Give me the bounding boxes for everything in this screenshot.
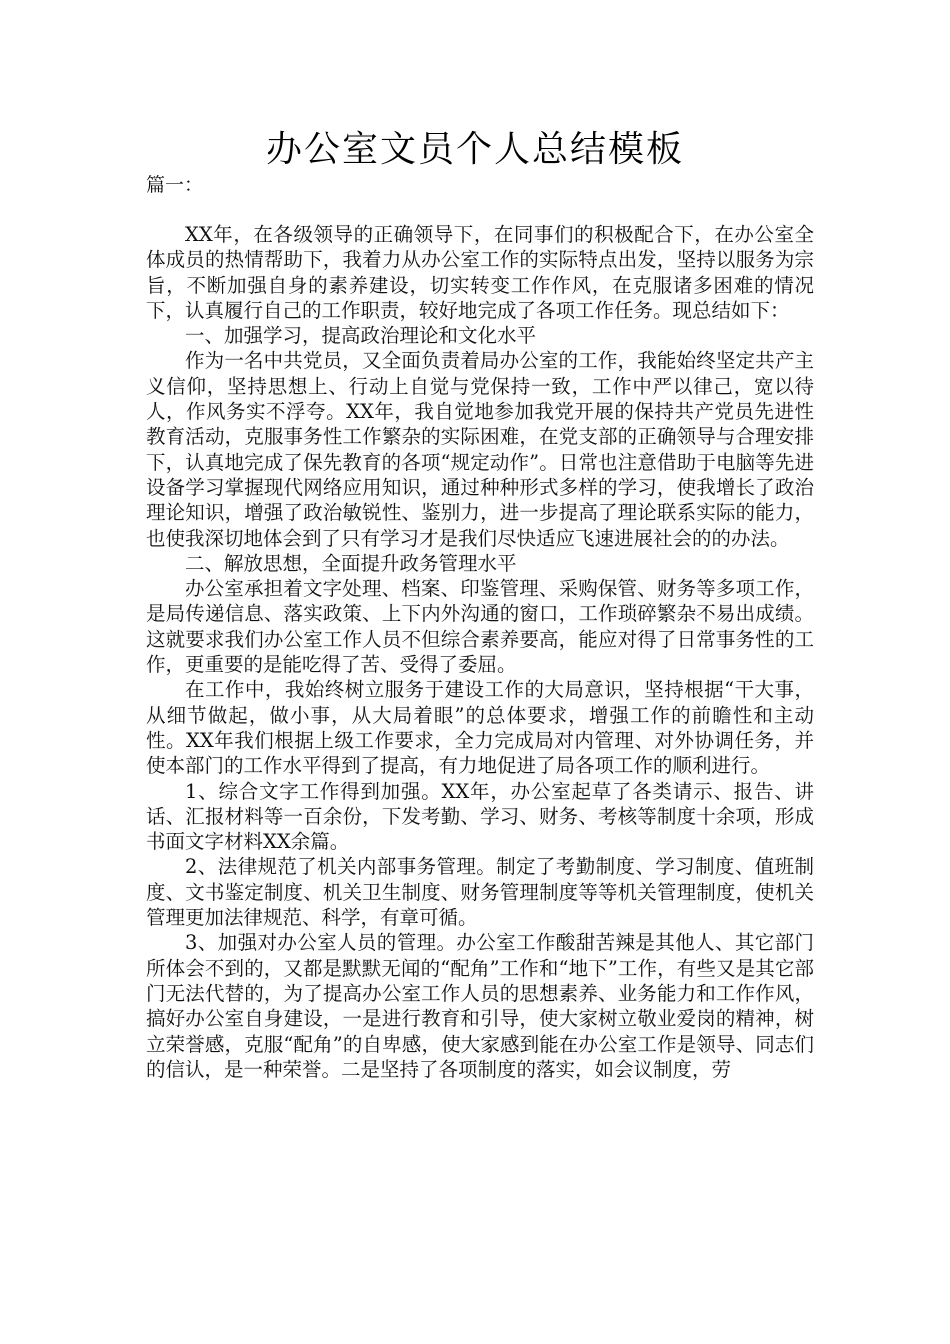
document-title: 办公室文员个人总结模板 — [265, 129, 684, 170]
paragraph-item-1: 1、综合文字工作得到加强。XX年，办公室起草了各类请示、报告、讲话、汇报材料等一百余份，下发考勤、学习、财务、考核等制度十余项，形成书面文字材料XX余篇。 — [146, 779, 814, 854]
section-label: 篇一： — [146, 174, 204, 196]
paragraph-intro: XX年，在各级领导的正确领导下，在同事们的积极配合下，在办公室全体成员的热情帮助下，我着力从办公室工作的实际特点出发，坚持以服务为宗旨，不断加强自身的素养建设，切实转变工作作风，在克服诸多困难的情况下，认真履行自己的工作职责，较好地完成了各项工作任务。现总结如下： — [146, 223, 814, 322]
heading-management: 二、解放思想，全面提升政务管理水平 — [185, 551, 517, 575]
heading-study: 一、加强学习，提高政治理论和文化水平 — [185, 324, 537, 348]
paragraph-office-duties: 办公室承担着文字处理、档案、印鉴管理、采购保管、财务等多项工作，是局传递信息、落实政策、上下内外沟通的窗口，工作琐碎繁杂不易出成绩。这就要求我们办公室工作人员不但综合素养要高，能应对得了日常事务性的工作，更重要的是能吃得了苦、受得了委屈。 — [146, 577, 814, 677]
paragraph-item-2: 2、法律规范了机关内部事务管理。制定了考勤制度、学习制度、值班制度、文书鉴定制度、机关卫生制度、财务管理制度等等机关管理制度，使机关管理更加法律规范、科学，有章可循。 — [146, 855, 814, 930]
paragraph-study: 作为一名中共党员，又全面负责着局办公室的工作，我能始终坚定共产主义信仰，坚持思想上、行动上自觉与党保持一致，工作中严以律己，宽以待人，作风务实不浮夸。XX年，我自觉地参加我党开展的保持共产党员先进性教育活动，克服事务性工作繁杂的实际困难，在党支部的正确领导与合理安排下，认真地完成了保先教育的各项“规定动作”。日常也注意借助于电脑等先进设备学习掌握现代网络应用知识，通过种种形式多样的学习，使我增长了政治理论知识，增强了政治敏锐性、鉴别力，进一步提高了理论联系实际的能力，也使我深切地体会到了只有学习才是我们尽快适应飞速进展社会的的办法。 — [146, 349, 814, 550]
paragraph-work-attitude: 在工作中，我始终树立服务于建设工作的大局意识，坚持根据“干大事，从细节做起，做小事，从大局着眼”的总体要求，增强工作的前瞻性和主动性。XX年我们根据上级工作要求，全力完成局对内管理、对外协调任务，并使本部门的工作水平得到了提高，有力地促进了局各项工作的顺利进行。 — [146, 678, 814, 778]
paragraph-item-3: 3、加强对办公室人员的管理。办公室工作酸甜苦辣是其他人、其它部门所体会不到的，又都是默默无闻的“配角”工作和“地下”工作，有些又是其它部门无法代替的，为了提高办公室工作人员的思想素养、业务能力和工作作风，搞好办公室自身建设，一是进行教育和引导，使大家树立敬业爱岗的精神，树立荣誉感，克服“配角”的自卑感，使大家感到能在办公室工作是领导、同志们的信认，是一种荣誉。二是坚持了各项制度的落实，如会议制度，劳 — [146, 931, 814, 1081]
document-body — [146, 222, 814, 1082]
